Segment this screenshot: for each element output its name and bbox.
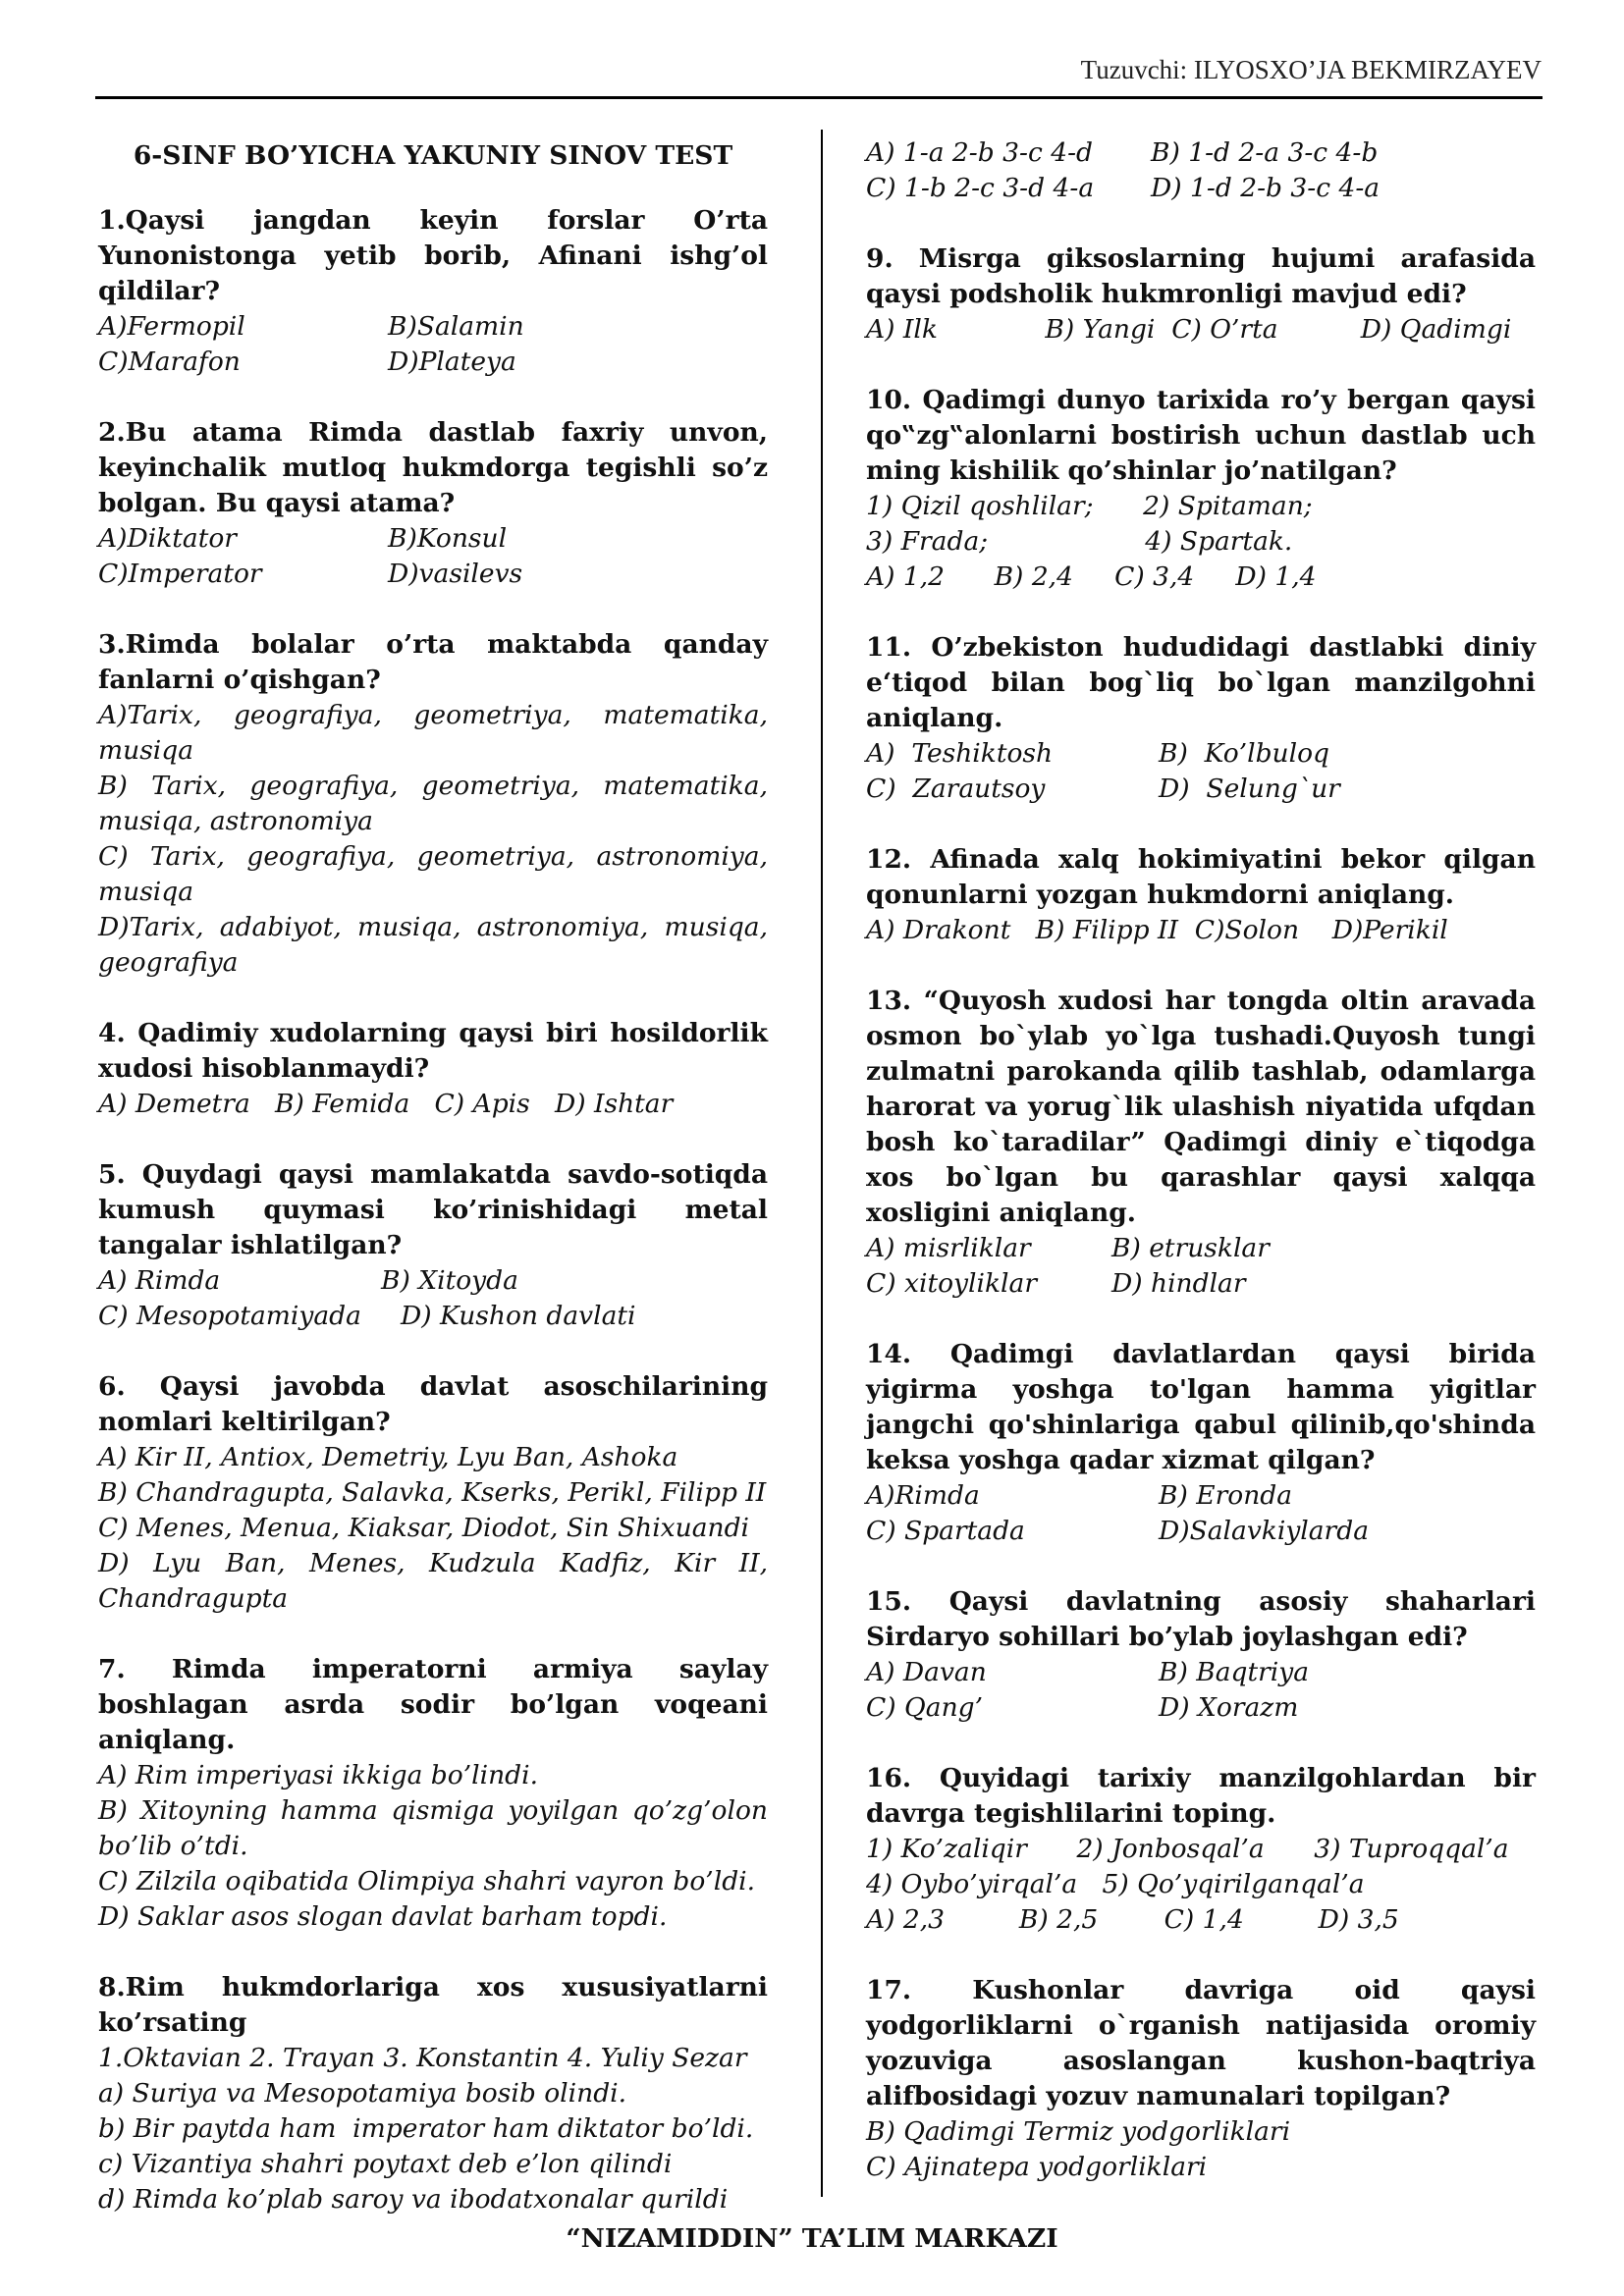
option-a: A) misrliklar [866,1233,1031,1263]
option-d: D) Xorazm [1159,1692,1299,1723]
feature-d: d) Rimda ko’plab saroy va ibodatxonalar qurildi [98,2184,729,2215]
choice-list-2: 4) Oybo’yirqal’a 5) Qo’yqirilganqal’a [866,1869,1365,1899]
option-c: C) Zilzila oqibatida Olimpiya shahri vayron bo’ldi. [98,1866,756,1896]
option-c: C) 1-b 2-c 3-d 4-a [866,173,1095,203]
question-text: 9. Misrga giksoslarning hujumi arafasida qaysi podsholik hukmronligi mavjud edi? [866,243,1536,309]
options-inline: A) Ilk B) Yangi C) O’rta D) Qadimgi [866,314,1512,345]
feature-b: b) Bir paytda ham imperator ham diktator bo’ldi. [98,2113,754,2144]
option-a: A)Rimda [866,1480,980,1511]
question-12 [866,842,1536,948]
option-b: B) etrusklar [1111,1233,1270,1263]
question-text: 12. Afinada xalq hokimiyatini bekor qilgan qonunlarni yozgan hukmdorni aniqlang. [866,844,1536,910]
options-inline: A) Drakont B) Filipp II C)Solon D)Perikil [866,915,1448,945]
option-c: C) Ajinatepa yodgorliklari [866,2152,1208,2182]
option-a: A) Davan [866,1657,987,1687]
question-6 [98,1369,768,1617]
question-text: 14. Qadimgi davlatlardan qaysi birida yigirma yoshga to'lgan hamma yigitlar jangchi qo'shinlariga qabul qilinib,qo'shinda keksa yoshga qadar xizmat qilgan? [866,1339,1536,1475]
option-b: B) Baqtriya [1159,1657,1310,1687]
question-13 [866,984,1536,1302]
question-text: 5. Quydagi qaysi mamlakatda savdo-sotiqda kumush quymasi ko’rinishidagi metal tangalar ishlatilgan? [98,1159,768,1260]
option-b: B) 1-d 2-a 3-c 4-b [1151,137,1379,168]
option-d: D)Plateya [388,347,516,377]
options-inline: A) Demetra B) Femida C) Apis D) Ishtar [98,1089,674,1119]
option-b: B) Qadimgi Termiz yodgorliklari [866,2116,1291,2147]
column-divider [821,130,823,2197]
question-4 [98,1016,768,1122]
options-inline: A) 2,3 B) 2,5 C) 1,4 D) 3,5 [866,1904,1399,1935]
question-16 [866,1761,1536,1938]
question-14 [866,1337,1536,1549]
question-text: 16. Quyidagi tarixiy manzilgohlardan bir davrga tegishlilarini toping. [866,1763,1536,1829]
question-8 [98,1970,768,2217]
option-b: B) Xitoyda [381,1265,518,1296]
option-b: B) Xitoyning hamma qismiga yoyilgan qo’zg’olon bo’lib o’tdi. [98,1795,768,1861]
question-text: 2.Bu atama Rimda dastlab faxriy unvon, keyinchalik mutloq hukmdorga tegishli so’z bolgan. Bu qaysi atama? [98,417,768,518]
option-d: D) Lyu Ban, Menes, Kudzula Kadfiz, Kir II, Chandragupta [98,1548,768,1614]
question-1 [98,203,768,380]
feature-a: a) Suriya va Mesopotamiya bosib olindi. [98,2078,627,2109]
question-text: 17. Kushonlar davriga oid qaysi yodgorliklarni o`rganish natijasida oromiy yozuviga asoslangan kushon-baqtriya alifbosidagi yozuv namunalari topilgan? [866,1975,1536,2111]
option-d: D) Kushon davlati [401,1301,636,1331]
question-3 [98,627,768,981]
footer-institution: “NIZAMIDDIN” TA’LIM MARKAZI [566,2223,1058,2254]
option-a: A)Diktator [98,523,237,554]
question-17 [866,1973,1536,2185]
option-c: C) xitoyliklar [866,1268,1037,1299]
ruler-list: 1.Oktavian 2. Trayan 3. Konstantin 4. Yuliy Sezar [98,2043,747,2073]
question-text: 4. Qadimiy xudolarning qaysi biri hosildorlik xudosi hisoblanmaydi? [98,1018,768,1084]
option-c: C) Menes, Menua, Kiaksar, Diodot, Sin Shixuandi [98,1513,750,1543]
question-text: 13. “Quyosh xudosi har tongda oltin aravada osmon bo`ylab yo`lga tushadi.Quyosh tungi zulmatni parokanda qilib tashlab, odamlarga harorat va yorug`lik ulashish niyatida ufqdan bosh ko`taradilar” Qadimgi diniy e`tiqodga xos bo`lgan bu qarashlar qaysi xalqqa xosligini aniqlang. [866,986,1536,1228]
option-b: B) Ko’lbuloq [1159,738,1330,769]
question-5 [98,1157,768,1334]
option-d: D) Selung`ur [1159,774,1340,804]
author-header: Tuzuvchi: ILYOSXO’JA BEKMIRZAYEV [1080,55,1542,84]
question-text: 7. Rimda imperatorni armiya saylay boshlagan asrda sodir bo’lgan voqeani aniqlang. [98,1654,768,1755]
option-c: C) Mesopotamiyada [98,1301,361,1331]
option-d: D)Salavkiylarda [1159,1516,1369,1546]
option-b: B) Tarix, geografiya, geometriya, matematika, musiqa, astronomiya [98,771,768,836]
left-column [98,137,768,2217]
option-c: C) Zarautsoy [866,774,1046,804]
option-d: D) hindlar [1111,1268,1246,1299]
question-text: 1.Qaysi jangdan keyin forslar O’rta Yunonistonga yetib borib, Afinani ishg’ol qildilar? [98,205,768,306]
option-b: B) Eronda [1159,1480,1293,1511]
question-text: 6. Qaysi javobda davlat asoschilarining nomlari keltirilgan? [98,1371,768,1437]
option-a: A) 1-a 2-b 3-c 4-d [866,137,1093,168]
question-11 [866,630,1536,807]
option-d: D) 1-d 2-b 3-c 4-a [1151,173,1380,203]
question-10 [866,383,1536,595]
question-15 [866,1584,1536,1726]
option-b: B)Konsul [388,523,508,554]
option-a: A) Rim imperiyasi ikkiga bo’lindi. [98,1760,539,1790]
question-text: 8.Rim hukmdorlariga xos xususiyatlarni ko’rsating [98,1972,768,2038]
option-a: A)Tarix, geografiya, geometriya, matematika, musiqa [98,700,768,766]
option-b: B) Chandragupta, Salavka, Kserks, Perikl, Filipp II [98,1477,767,1508]
option-d: D) Saklar asos slogan davlat barham topdi. [98,1901,668,1932]
choice-list-1: 1) Qizil qoshlilar; 2) Spitaman; [866,491,1313,521]
option-a: A) Rimda [98,1265,221,1296]
option-b: B)Salamin [388,311,524,342]
option-a: A)Fermopil [98,311,245,342]
question-text: 11. O’zbekiston hududidagi dastlabki diniy e‘tiqod bilan bog`liq bo`lgan manzilgohni aniqlang. [866,632,1536,733]
option-c: C)Imperator [98,559,262,589]
option-c: C) Qang’ [866,1692,984,1723]
question-text: 3.Rimda bolalar o’rta maktabda qanday fanlarni o’qishgan? [98,629,768,695]
choice-list-2: 3) Frada; 4) Spartak. [866,526,1293,557]
right-column [866,135,1536,2185]
option-d: D)vasilevs [388,559,523,589]
option-c: C) Spartada [866,1516,1025,1546]
question-2 [98,415,768,592]
option-a: A) Kir II, Antiox, Demetriy, Lyu Ban, Ashoka [98,1442,678,1472]
question-text: 15. Qaysi davlatning asosiy shaharlari Sirdaryo sohillari bo’ylab joylashgan edi? [866,1586,1536,1652]
question-9 [866,241,1536,347]
options-inline: A) 1,2 B) 2,4 C) 3,4 D) 1,4 [866,561,1317,592]
feature-c: c) Vizantiya shahri poytaxt deb e’lon qilindi [98,2149,673,2179]
option-d: D)Tarix, adabiyot, musiqa, astronomiya, musiqa, geografiya [98,912,768,978]
question-text: 10. Qadimgi dunyo tarixida ro’y bergan qaysi qo‟zg‟alonlarni bostirish uchun dastlab uch ming kishilik qo’shinlar jo’natilgan? [866,385,1536,486]
question-8-answers [866,135,1536,206]
option-a: A) Teshiktosh [866,738,1054,769]
header-rule [95,96,1543,99]
question-7 [98,1652,768,1935]
option-c: C) Tarix, geografiya, geometriya, astronomiya, musiqa [98,841,768,907]
option-c: C)Marafon [98,347,241,377]
test-title: 6-SINF BO’YICHA YAKUNIY SINOV TEST [133,140,733,171]
choice-list-1: 1) Ko’zaliqir 2) Jonbosqal’a 3) Tuproqqal’a [866,1834,1509,1864]
